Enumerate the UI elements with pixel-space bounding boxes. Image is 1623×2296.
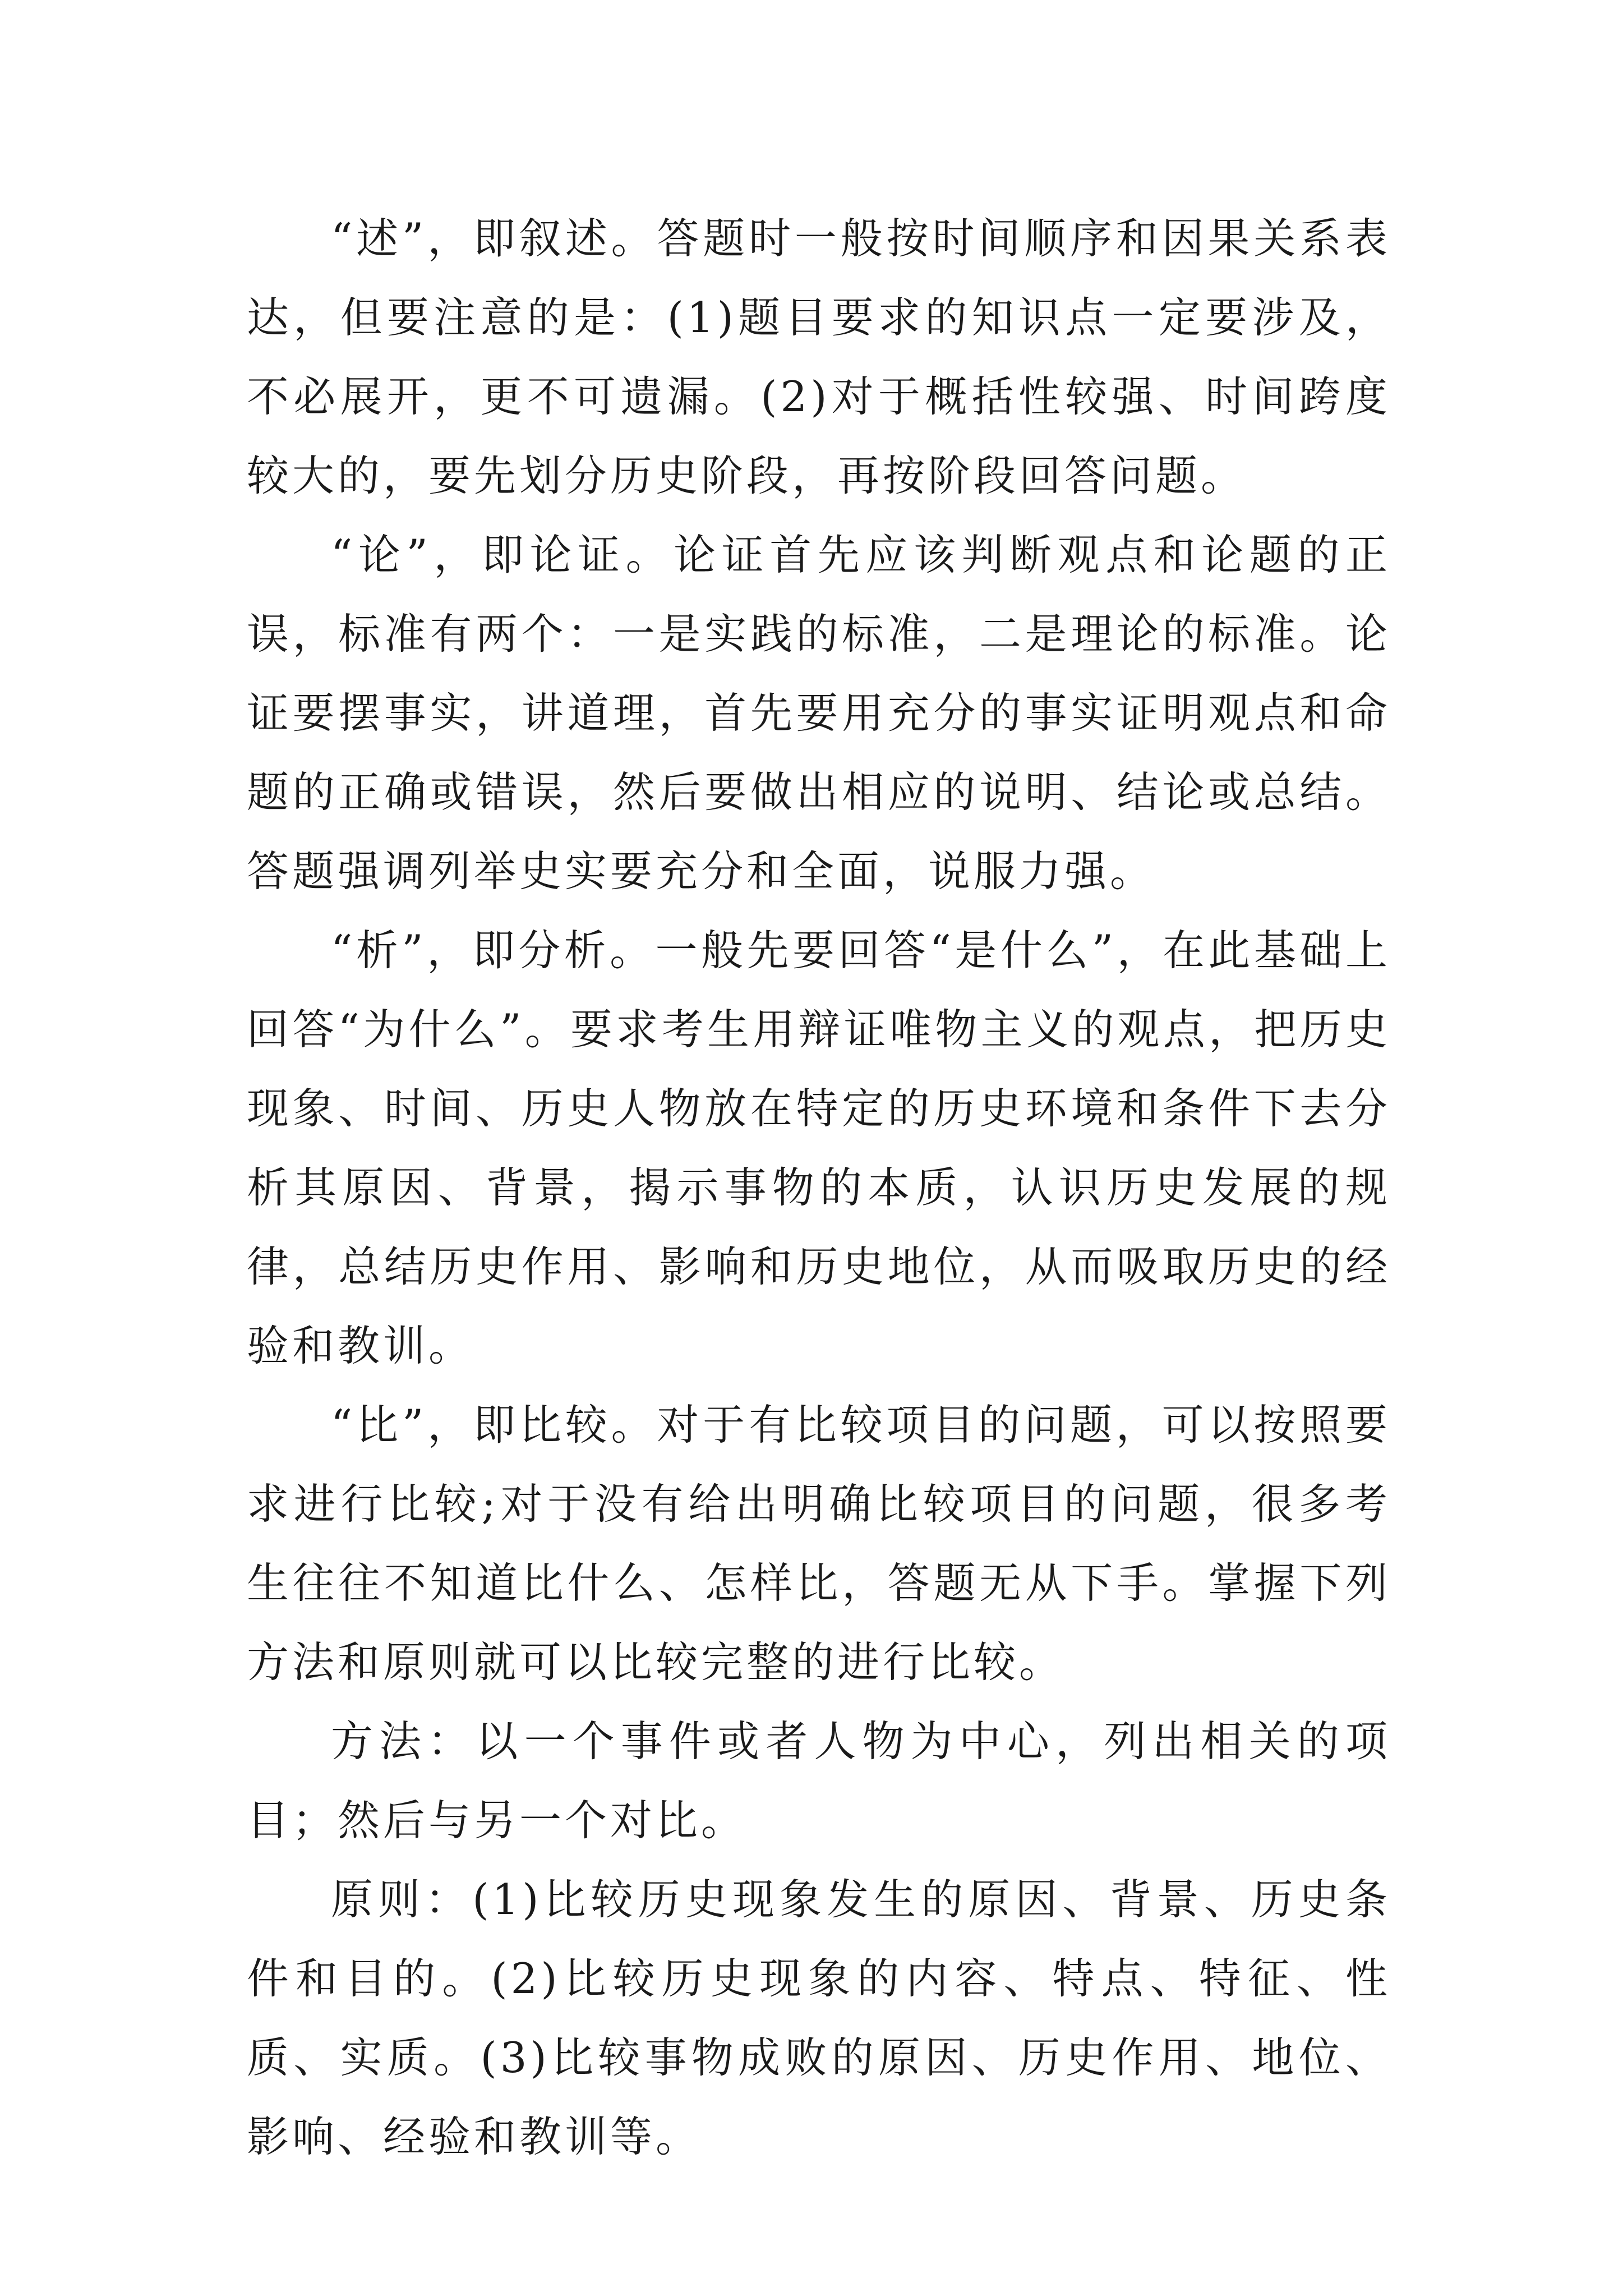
paragraph-lun: “论”，即论证。论证首先应该判断观点和论题的正误，标准有两个：一是实践的标准，二是理论的标准。论证要摆事实，讲道理，首先要用充分的事实证明观点和命题的正确或错误，然后要做出相应的说明、结论或总结。答题强调列举史实要充分和全面，说服力强。	[247, 530, 1391, 896]
paragraph-shu: “述”，即叙述。答题时一般按时间顺序和因果关系表达，但要注意的是：(1)题目要求的知识点一定要涉及，不必展开，更不可遗漏。(2)对于概括性较强、时间跨度较大的，要先划分历史阶段，再按阶段回答问题。	[247, 214, 1391, 500]
paragraph-xi: “析”，即分析。一般先要回答“是什么”，在此基础上回答“为什么”。要求考生用辩证唯物主义的观点，把历史现象、时间、历史人物放在特定的历史环境和条件下去分析其原因、背景，揭示事物的本质，认识历史发展的规律，总结历史作用、影响和历史地位，从而吸取历史的经验和教训。	[247, 926, 1391, 1370]
body-text	[247, 199, 1391, 2177]
paragraph-bi: “比”，即比较。对于有比较项目的问题，可以按照要求进行比较;对于没有给出明确比较项目的问题，很多考生往往不知道比什么、怎样比，答题无从下手。掌握下列方法和原则就可以比较完整的进行比较。	[247, 1400, 1391, 1687]
paragraph-method: 方法：以一个事件或者人物为中心，列出相关的项目；然后与另一个对比。	[247, 1717, 1391, 1845]
paragraph-principle: 原则：(1)比较历史现象发生的原因、背景、历史条件和目的。(2)比较历史现象的内容、特点、特征、性质、实质。(3)比较事物成败的原因、历史作用、地位、影响、经验和教训等。	[247, 1875, 1391, 2161]
